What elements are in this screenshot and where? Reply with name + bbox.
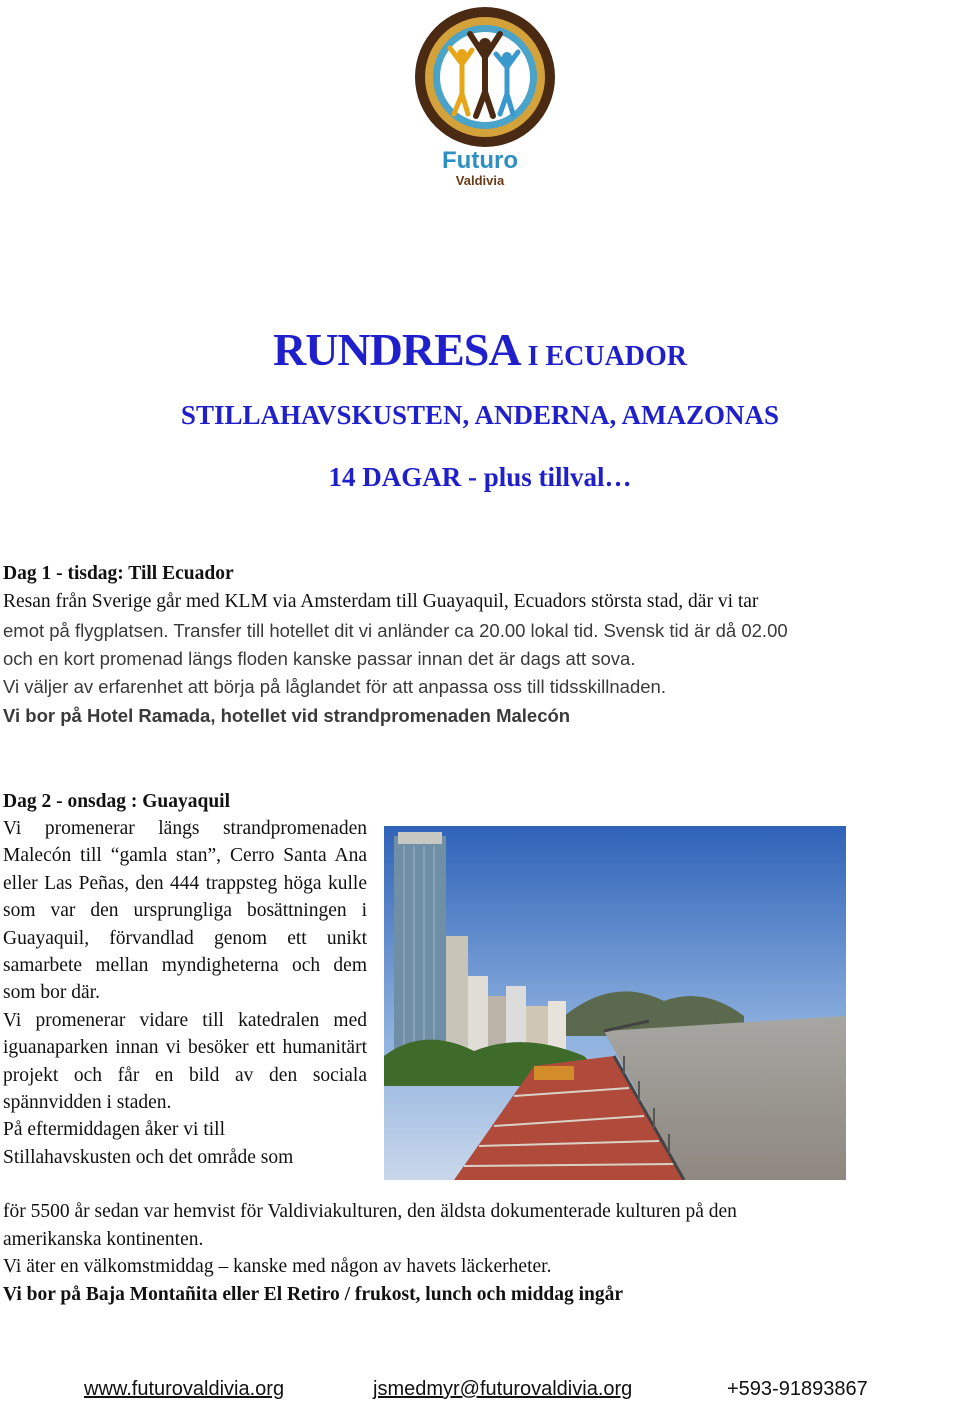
brand-subname: Valdivia	[455, 173, 505, 188]
footer-website-link[interactable]: www.futurovaldivia.org	[84, 1378, 285, 1400]
footer-phone: +593-91893867	[727, 1378, 868, 1400]
day2-hotel: Vi bor på Baja Montañita eller El Retiro / frukost, lunch och middag ingår	[3, 1284, 624, 1305]
day1-line: och en kort promenad längs floden kanske passar innan det är dags att sova.	[3, 648, 636, 669]
main-title	[0, 320, 960, 391]
subtitle-regions: STILLAHAVSKUSTEN, ANDERNA, AMAZONAS	[180, 400, 780, 430]
day2-para2: Vi promenerar vidare till katedralen med iguanaparken innan vi besöker ett humanitärt projekt och får en bild av den sociala spännvidden i staden.	[3, 1009, 367, 1114]
title-ecuador: I ECUADOR	[520, 341, 688, 372]
day2-para3-line2: Stillahavskusten och det område som	[3, 1146, 294, 1168]
brand-name: Futuro	[442, 147, 518, 174]
malecon-photo	[384, 826, 846, 1180]
day2-para3: På eftermiddagen åker vi till	[3, 1119, 226, 1141]
day1-line: emot på flygplatsen. Transfer till hotellet dit vi anländer ca 20.00 lokal tid. Svensk tid är då 02.00	[3, 620, 788, 641]
day1-heading: Dag 1 - tisdag: Till Ecuador	[3, 563, 234, 584]
subtitle-days: 14 DAGAR - plus tillval…	[328, 462, 632, 492]
day1-hotel: Vi bor på Hotel Ramada, hotellet vid strandpromenaden Malecón	[3, 705, 571, 726]
day2-dinner: Vi äter en välkomstmiddag – kanske med någon av havets läckerheter.	[3, 1256, 552, 1277]
day1-line: Vi väljer av erfarenhet att börja på låglandet för att anpassa oss till tidsskillnaden.	[3, 676, 666, 697]
day2-line: för 5500 år sedan var hemvist för Valdiviakulturen, den äldsta dokumenterade kulturen på den	[3, 1201, 737, 1222]
title-rundresa: RUNDRESA	[272, 324, 521, 375]
day2-line: amerikanska kontinenten.	[3, 1229, 204, 1250]
day2-heading: Dag 2 - onsdag : Guayaquil	[3, 791, 231, 812]
day1-line: Resan från Sverige går med KLM via Amsterdam till Guayaquil, Ecuadors största stad, där vi tar	[3, 591, 759, 612]
day2-paragraph	[3, 815, 367, 1171]
footer-email-link[interactable]: jsmedmyr@futurovaldivia.org	[373, 1378, 633, 1400]
day2-para1: Vi promenerar längs strandpromenaden Malecón till “gamla stan”, Cerro Santa Ana eller Las Peñas, den 444 trappsteg höga kulle som var den ursprungliga bosättningen i Guayaquil, förvandlad genom ett unikt samarbete mellan myndigheterna och dem som bor där.	[3, 818, 367, 1004]
